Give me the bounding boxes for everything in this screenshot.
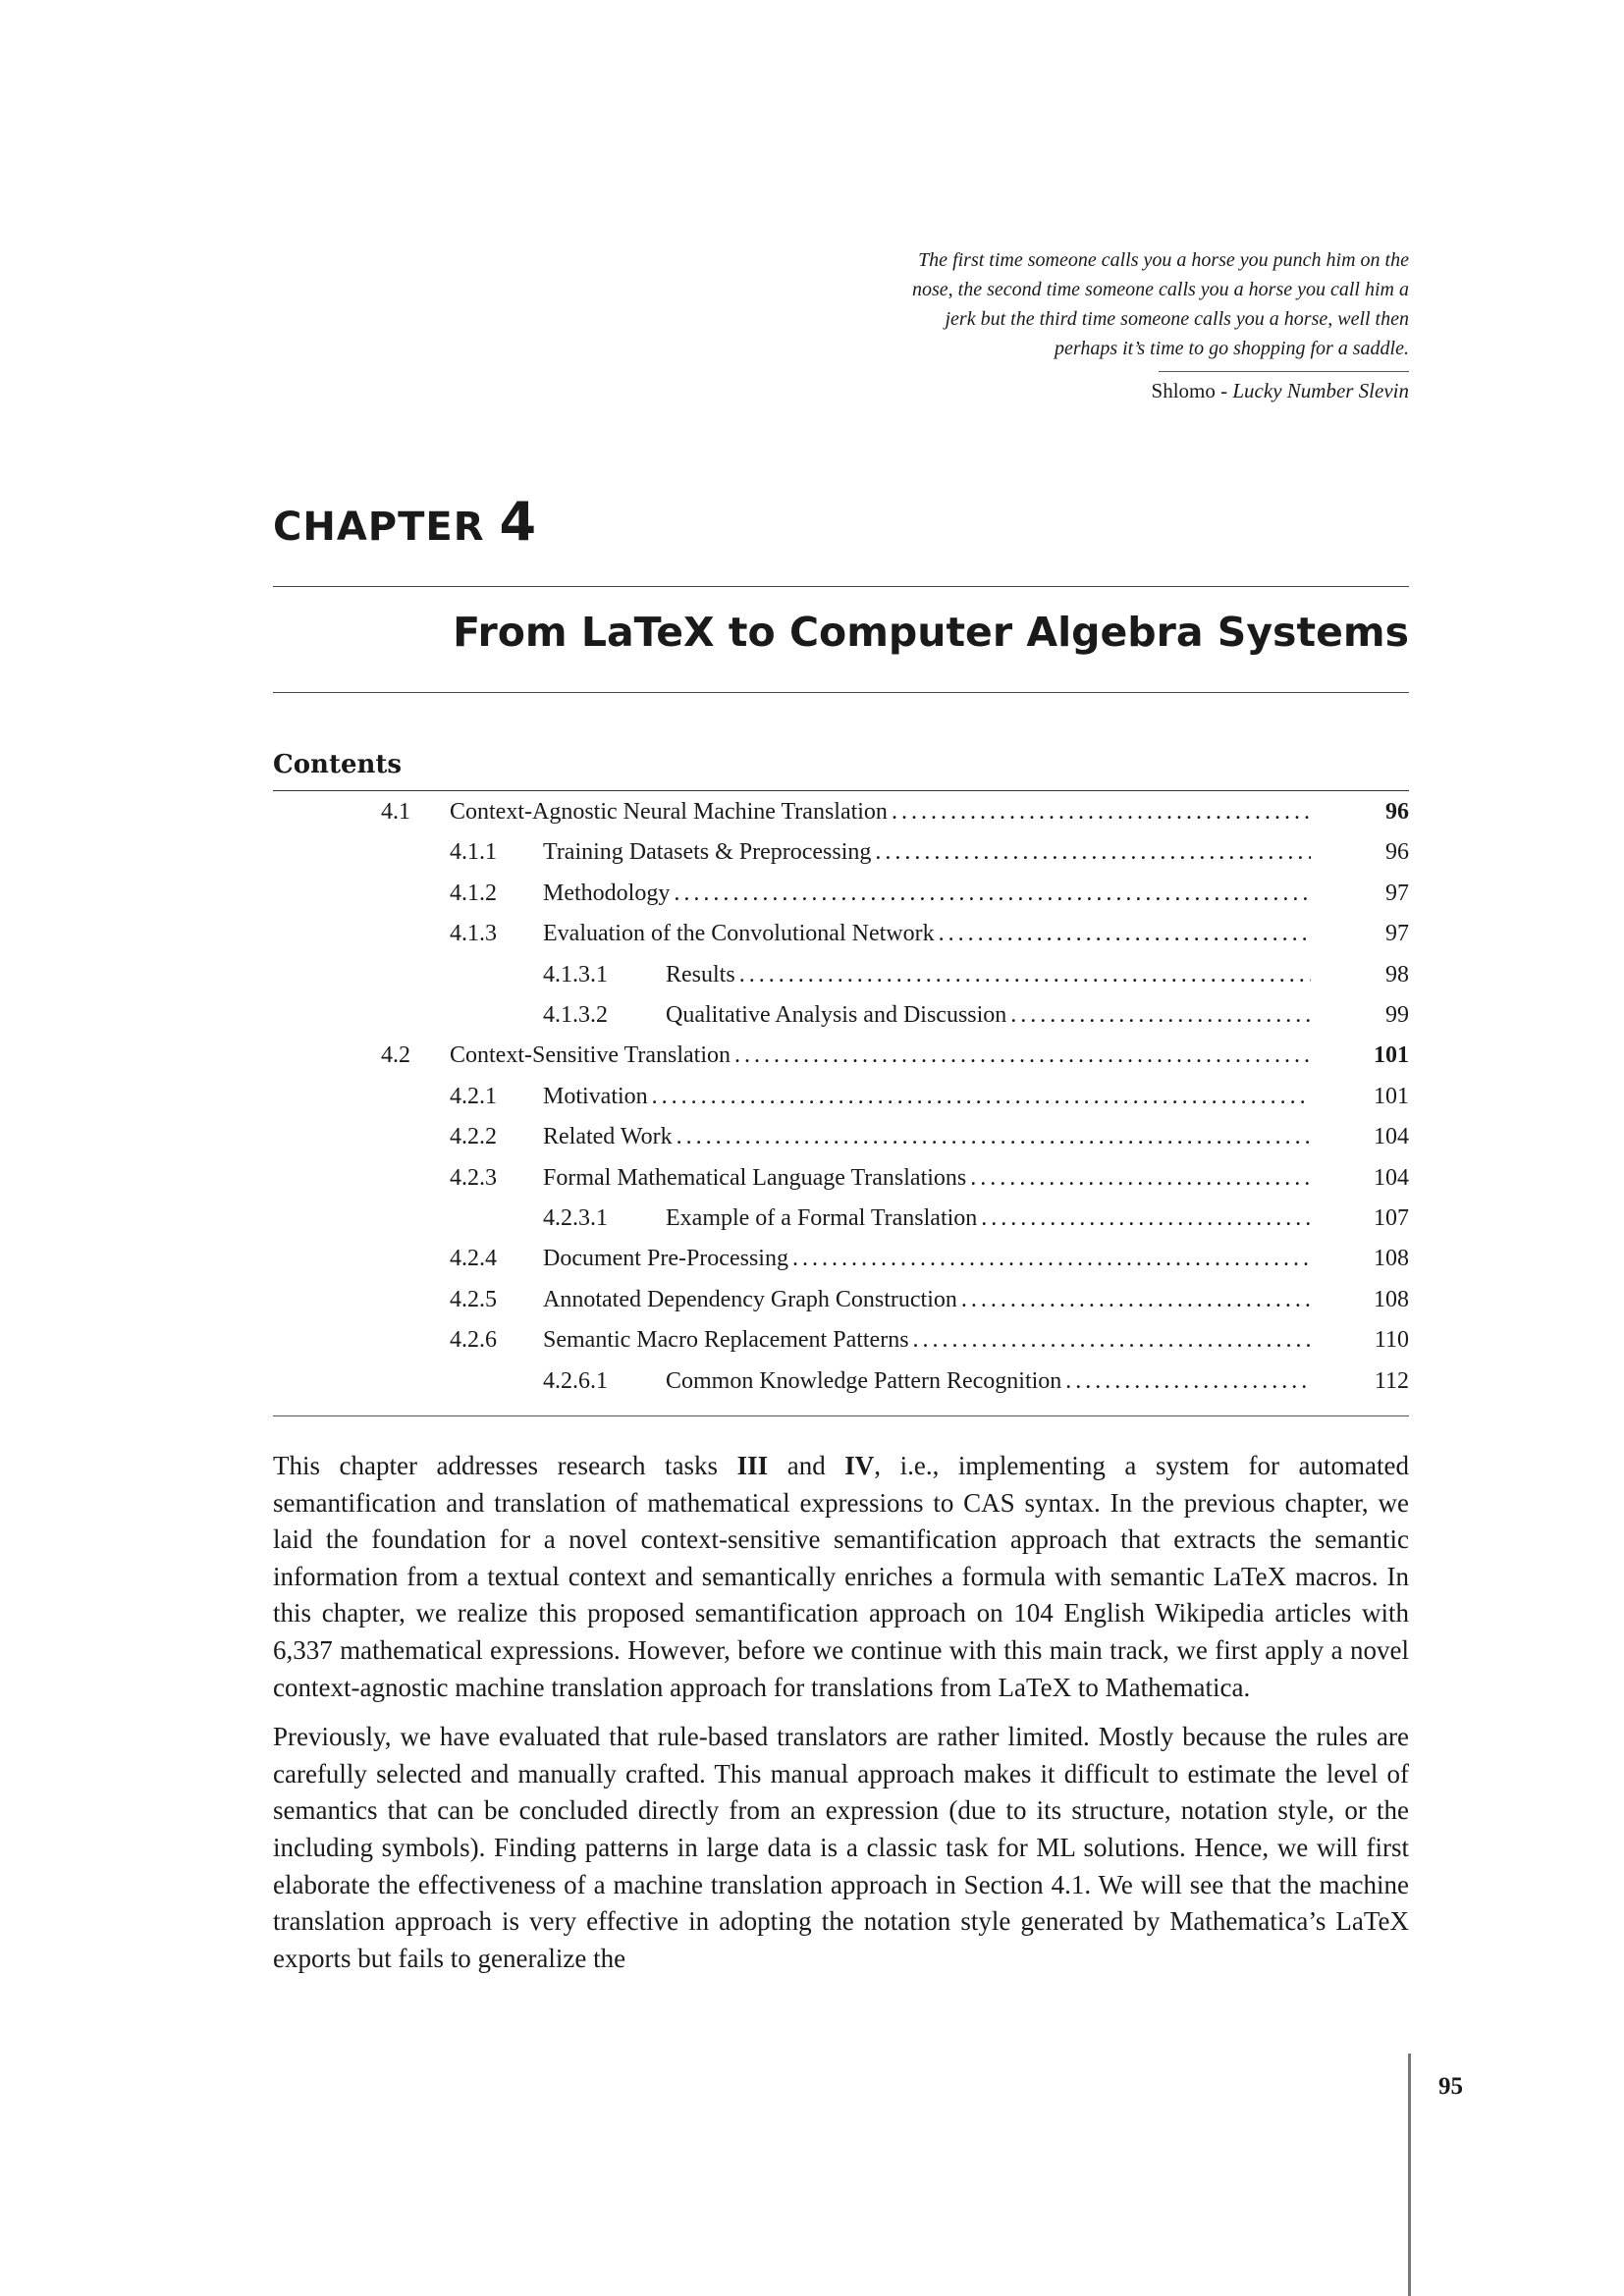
toc-entry-page: 110 <box>1374 1327 1409 1354</box>
toc-entry-title-text: Annotated Dependency Graph Construction <box>543 1286 957 1312</box>
toc-leader-dots <box>739 955 1311 995</box>
toc-leader-dots <box>913 1320 1311 1361</box>
toc-leader-dots <box>674 874 1311 914</box>
toc-entry-title <box>666 995 1311 1036</box>
toc-entry-title <box>666 1362 1311 1402</box>
toc-entry-number: 4.2.3 <box>450 1164 497 1191</box>
toc-entry-title-text: Results <box>666 961 735 988</box>
toc-entry-title <box>543 1077 1311 1117</box>
toc-entry-page: 112 <box>1374 1367 1409 1394</box>
page-edge-rule <box>1408 2054 1411 2296</box>
toc-entry-number: 4.1.2 <box>450 880 497 906</box>
toc-entry-title <box>450 792 1311 832</box>
toc-entry-title <box>543 874 1311 914</box>
paragraph <box>273 1448 1409 1706</box>
toc-entry-page: 99 <box>1385 1002 1409 1028</box>
toc-entry[interactable] <box>273 1158 1409 1199</box>
toc-entry-title-text: Training Datasets & Preprocessing <box>543 839 872 866</box>
toc-entry-page: 96 <box>1385 839 1409 866</box>
toc-entry-number: 4.2.6.1 <box>543 1367 608 1394</box>
toc-entry-number: 4.2.3.1 <box>543 1205 608 1231</box>
paragraph-text: and <box>768 1451 845 1480</box>
toc-entry-title <box>543 1239 1311 1279</box>
toc-entry-title <box>543 1280 1311 1320</box>
toc-entry[interactable] <box>273 1239 1409 1279</box>
body-text <box>273 1448 1409 1990</box>
toc-entry-page: 97 <box>1385 921 1409 947</box>
toc-entry-number: 4.2.5 <box>450 1286 497 1312</box>
toc-entry-title-text: Methodology <box>543 880 671 906</box>
toc-leader-dots <box>939 914 1311 954</box>
page-number: 95 <box>1438 2073 1463 2100</box>
toc-entry-title-text: Qualitative Analysis and Discussion <box>666 1002 1007 1028</box>
toc-leader-dots <box>1010 995 1311 1036</box>
toc-entry-title <box>666 1199 1311 1239</box>
toc-entry-number: 4.1.1 <box>450 839 497 866</box>
toc-entry-title <box>450 1036 1311 1076</box>
toc-leader-dots <box>734 1036 1311 1076</box>
toc-entry-title-text: Example of a Formal Translation <box>666 1205 978 1231</box>
toc-entry[interactable] <box>273 874 1409 914</box>
paragraph-text: This chapter addresses research tasks <box>273 1451 737 1480</box>
toc-entry-number: 4.2 <box>381 1042 410 1069</box>
research-task-label: III <box>736 1451 769 1480</box>
paragraph: Previously, we have evaluated that rule-based translators are rather limited. Mostly because the rules are carefully selected and manually crafted. This manual approach makes it difficult to estimate the level of semantics that can be concluded directly from an expression (due to its structure, notation style, or the including symbols). Finding patterns in large data is a classic task for ML solutions. Hence, we will first elaborate the effectiveness of a machine translation approach in Section 4.1. We will see that the machine translation approach is very effective in adopting the notation style generated by Mathematica’s LaTeX exports but fails to generalize the <box>273 1722 1409 1973</box>
toc-entry-page: 101 <box>1374 1083 1409 1109</box>
toc-entry[interactable] <box>273 832 1409 873</box>
chapter-label <box>273 491 537 553</box>
toc-entry[interactable] <box>273 1036 1409 1076</box>
paragraph-text: , i.e., implementing a system for automated semantification and translation of mathematical expressions to CAS syntax. In the previous chapter, we laid the foundation for a novel context-sensitive semantification approach that extracts the semantic information from a textual context and semantically enriches a formula with semantic LaTeX macros. In this chapter, we realize this proposed semantification approach on 104 English Wikipedia articles with 6,337 mathematical expressions. However, before we continue with this main track, we first apply a novel context-agnostic machine translation approach for translations from LaTeX to Mathematica. <box>273 1451 1410 1702</box>
toc-entry-number: 4.1.3 <box>450 921 497 947</box>
toc-leader-dots <box>1065 1362 1311 1402</box>
toc-entry-number: 4.1.3.2 <box>543 1002 608 1028</box>
toc-entry[interactable] <box>273 792 1409 832</box>
toc-entry-number: 4.2.1 <box>450 1083 497 1109</box>
toc-entry-title <box>666 955 1311 995</box>
toc-entry-title <box>543 832 1311 873</box>
toc-entry-page: 96 <box>1385 799 1409 825</box>
toc-entry[interactable] <box>273 995 1409 1036</box>
toc-entry-number: 4.1 <box>381 799 410 825</box>
contents-divider <box>273 790 1409 791</box>
chapter-label-text: CHAPTER <box>273 505 485 550</box>
toc-leader-dots <box>875 832 1311 873</box>
toc-entry-page: 97 <box>1385 880 1409 906</box>
toc-entry-page: 104 <box>1374 1124 1409 1150</box>
toc-entry-page: 107 <box>1374 1205 1409 1231</box>
epigraph-line: perhaps it’s time to go shopping for a saddle. <box>1055 338 1409 359</box>
research-task-label: IV <box>844 1451 875 1480</box>
toc-entry-page: 108 <box>1374 1246 1409 1272</box>
toc-entry-page: 101 <box>1374 1042 1409 1069</box>
toc-entry-title-text: Common Knowledge Pattern Recognition <box>666 1367 1062 1394</box>
epigraph-line: jerk but the third time someone calls you a horse, well then <box>945 308 1409 330</box>
toc-entry-number: 4.2.6 <box>450 1327 497 1354</box>
toc-entry-title <box>543 1117 1311 1157</box>
toc-entry-title-text: Motivation <box>543 1083 648 1109</box>
toc-entry-title-text: Document Pre-Processing <box>543 1246 788 1272</box>
toc-entry[interactable] <box>273 955 1409 995</box>
toc-entry[interactable] <box>273 1320 1409 1361</box>
toc-entry-title <box>543 1320 1311 1361</box>
toc-leader-dots <box>792 1239 1311 1279</box>
toc-entry-number: 4.2.4 <box>450 1246 497 1272</box>
chapter-number: 4 <box>499 491 538 553</box>
chapter-rule-bottom <box>273 692 1409 693</box>
epigraph-attribution <box>884 379 1409 403</box>
chapter-rule-top <box>273 586 1409 587</box>
epigraph-divider <box>1159 371 1409 372</box>
toc-entry-title-text: Context-Sensitive Translation <box>450 1042 731 1069</box>
toc-entry-title-text: Formal Mathematical Language Translations <box>543 1164 967 1191</box>
toc-entry[interactable] <box>273 1280 1409 1320</box>
toc-leader-dots <box>970 1158 1311 1199</box>
epigraph-source: Lucky Number Slevin <box>1232 379 1409 402</box>
toc-entry-page: 108 <box>1374 1286 1409 1312</box>
toc-entry[interactable] <box>273 1362 1409 1402</box>
toc-entry-page: 98 <box>1385 961 1409 988</box>
epigraph-line: The first time someone calls you a horse you punch him on the <box>918 249 1409 271</box>
toc-entry-title-text: Related Work <box>543 1124 673 1150</box>
toc-entry-title-text: Context-Agnostic Neural Machine Translation <box>450 799 888 825</box>
toc-entry[interactable] <box>273 1199 1409 1239</box>
contents-heading: Contents <box>273 750 403 779</box>
toc-leader-dots <box>652 1077 1311 1117</box>
toc-leader-dots <box>892 792 1311 832</box>
toc-entry-page: 104 <box>1374 1164 1409 1191</box>
chapter-title: From LaTeX to Computer Algebra Systems <box>453 609 1409 656</box>
toc-entry-title <box>543 914 1311 954</box>
toc-entry-title-text: Semantic Macro Replacement Patterns <box>543 1327 909 1354</box>
toc-leader-dots <box>677 1117 1311 1157</box>
epigraph <box>800 245 1409 363</box>
epigraph-line: nose, the second time someone calls you a horse you call him a <box>911 279 1409 300</box>
toc-entry[interactable] <box>273 914 1409 954</box>
toc-entry-title <box>543 1158 1311 1199</box>
toc-leader-dots <box>961 1280 1311 1320</box>
toc-entry-number: 4.1.3.1 <box>543 961 608 988</box>
toc-entry[interactable] <box>273 1077 1409 1117</box>
toc-entry-title-text: Evaluation of the Convolutional Network <box>543 921 935 947</box>
contents-end-divider <box>273 1415 1409 1416</box>
epigraph-speaker: Shlomo - <box>1151 379 1233 402</box>
toc-entry-number: 4.2.2 <box>450 1124 497 1150</box>
toc-entry[interactable] <box>273 1117 1409 1157</box>
toc-leader-dots <box>981 1199 1311 1239</box>
